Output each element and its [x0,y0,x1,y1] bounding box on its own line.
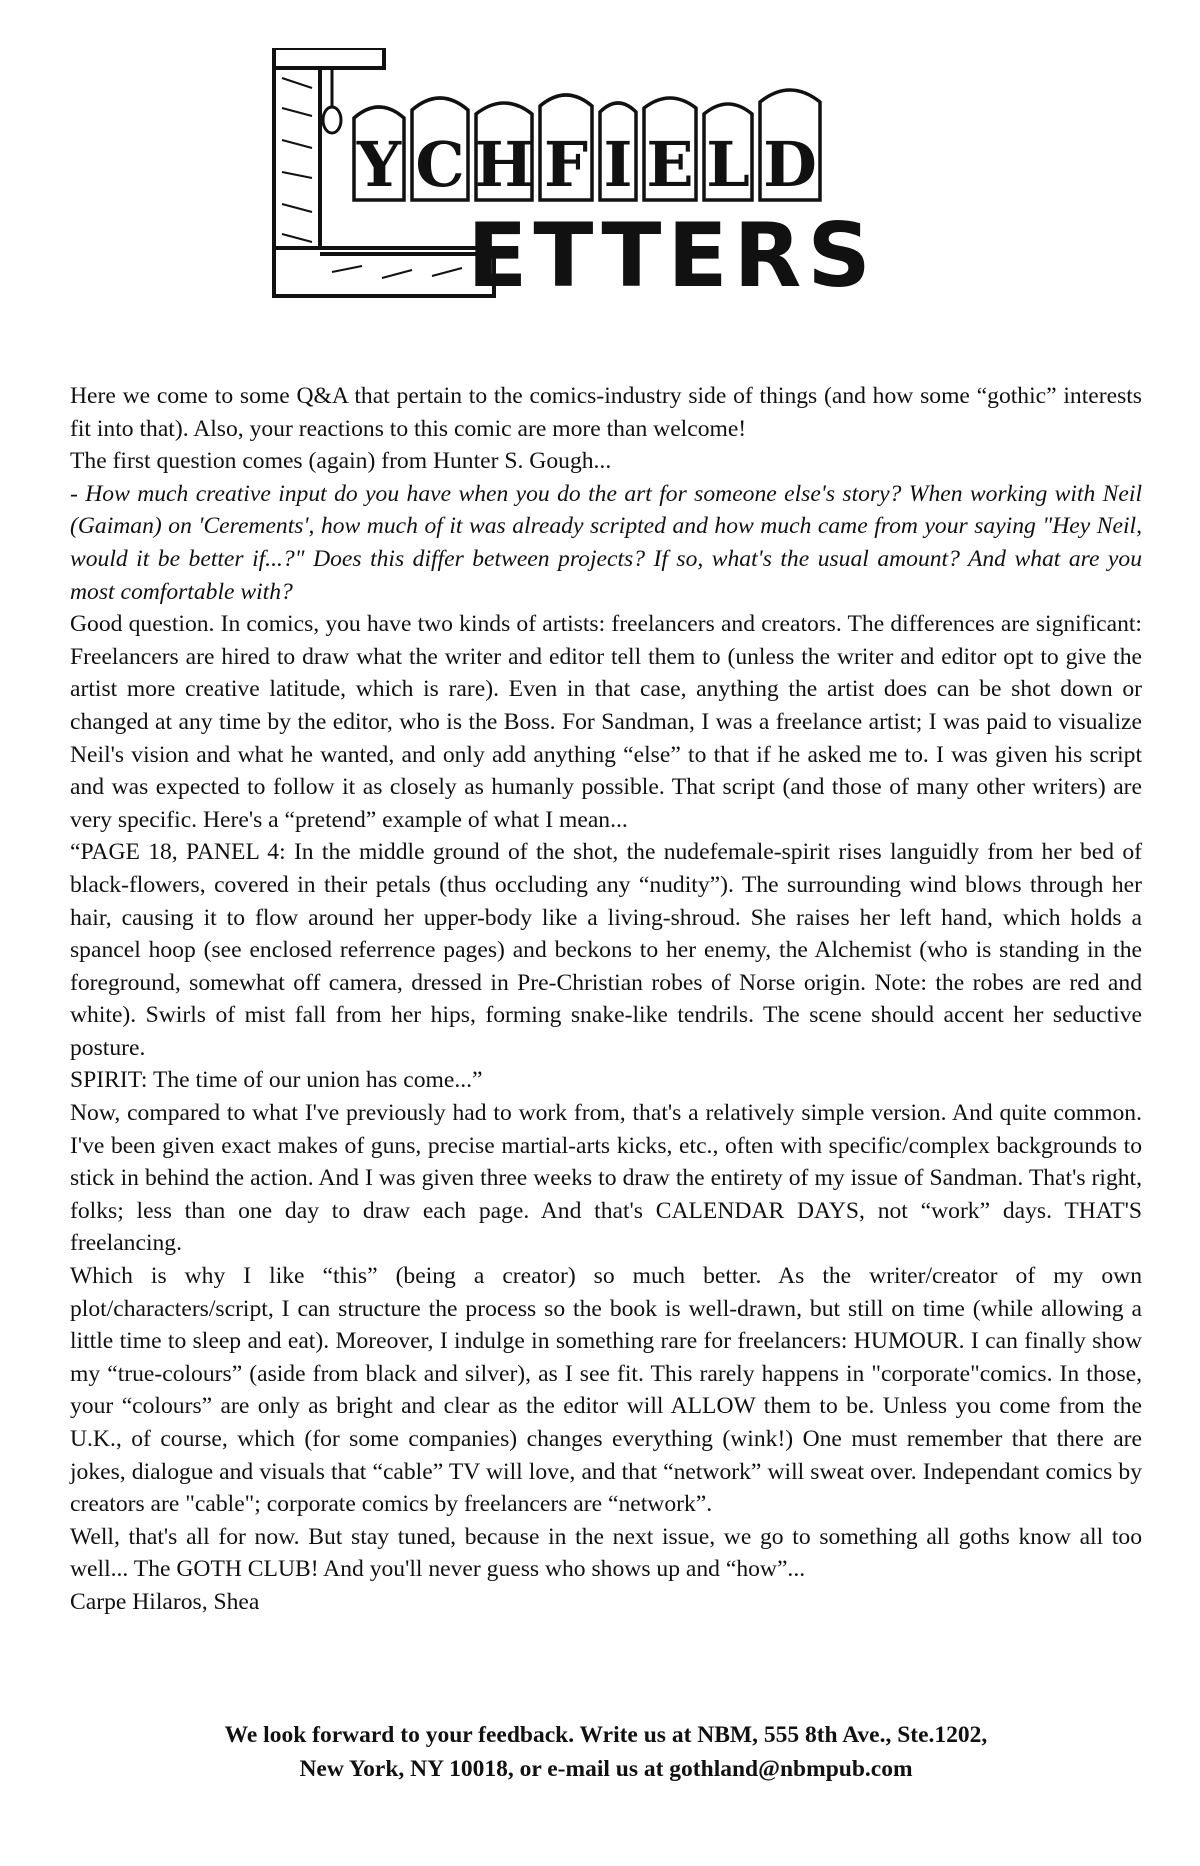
svg-text:C: C [415,128,465,201]
svg-text:D: D [763,128,817,201]
letter-paragraph: Which is why I like “this” (being a creator) so much better. As the writer/creator of my own plot/characters/script, I can structure the process so the book is well-drawn, but still on time (while allowing a little time to sleep and eat). Moreover, I indulge in something rare for freelancers: HUMOUR. I can finally show my “true-colours” (aside from black and silver), as I see fit. This rarely happens in "corporate"comics. In those, your “colours” are only as bright and clear as the editor will ALLOW them to be. Unless you come from the U.K., of course, which (for some companies) changes everything (wink!) One must remember that there are jokes, dialogue and visuals that “cable” TV will love, and that “network” will sweat over. Independant comics by creators are "cable"; corporate comics by freelancers are “network”. [70,1263,1142,1518]
svg-text:E: E [646,128,694,201]
letter-paragraph: SPIRIT: The time of our union has come...” [70,1067,483,1094]
svg-text:I: I [603,128,633,201]
contact-footer [70,1718,1142,1786]
svg-text:H: H [474,128,534,201]
letter-paragraph: Good question. In comics, you have two kinds of artists: freelancers and creators. The differences are significant: Freelancers are hired to draw what the writer and editor tell them to (unless the writer and editor opt to give the artist more creative latitude, which is rare). Even in that case, anything the artist does can be shot down or changed at any time by the editor, who is the Boss. For Sandman, I was a freelance artist; I was paid to visualize Neil's vision and what he wanted, and only add anything “else” to that if he asked me to. I was given his script and was expected to follow it as closely as humanly possible. That script (and those of many other writers) are very specific. Here's a “pretend” example of what I mean... [70,611,1142,833]
gallows-letter-logo [262,48,962,316]
svg-text:L: L [706,128,750,201]
contact-line-2: New York, NY 10018, or e-mail us at gothland@nbmpub.com [299,1756,913,1782]
svg-text:Y: Y [356,128,402,201]
letter-paragraph: Here we come to some Q&A that pertain to the comics-industry side of things (and how some “gothic” interests fit into that). Also, your reactions to this comic are more than welcome! [70,383,1142,442]
letter-paragraph: The first question comes (again) from Hunter S. Gough... [70,448,612,475]
svg-text:ETTERS: ETTERS [467,204,877,307]
title-top-letters [354,90,820,201]
letter-paragraph: “PAGE 18, PANEL 4: In the middle ground of the shot, the nudefemale-spirit rises languidly from her bed of black-flowers, covered in their petals (thus occluding any “nudity”). The surrounding wind blows through her hair, causing it to flow around her upper-body like a living-shroud. She raises her left hand, which holds a spancel hoop (see enclosed referrence pages) and beckons to her enemy, the Alchemist (who is standing in the foreground, somewhat off camera, dressed in Pre-Christian robes of Norse origin. Note: the robes are red and white). Swirls of mist fall from her hips, forming snake-like tendrils. The scene should accent her seductive posture. [70,839,1142,1061]
contact-line-1: We look forward to your feedback. Write us at NBM, 555 8th Ave., Ste.1202, [224,1722,988,1748]
letters-column [70,380,1142,1619]
masthead-logo [262,48,962,316]
letter-paragraph: Well, that's all for now. But stay tuned, because in the next issue, we go to something all goths know all too well... The GOTH CLUB! And you'll never guess who shows up and “how”... [70,1523,1142,1583]
letter-paragraph: Carpe Hilaros, Shea [70,1588,260,1615]
title-bottom-letters [467,204,876,307]
svg-text:F: F [543,128,589,201]
letter-paragraph: Now, compared to what I've previously had to work from, that's a relatively simple version. And quite common. I've been given exact makes of guns, precise martial-arts kicks, etc., often with specific/complex backgrounds to stick in behind the action. And I was given three weeks to draw the entirety of my issue of Sandman. That's right, folks; less than one day to draw each page. And that's CALENDAR DAYS, not “work” days. THAT'S freelancing. [70,1100,1142,1257]
letter-paragraph: - How much creative input do you have when you do the art for someone else's story? When working with Neil (Gaiman) on 'Cerements', how much of it was already scripted and how much came from your saying "Hey Neil, would it be better if...?" Does this differ between projects? If so, what's the usual amount? And what are you most comfortable with? [70,480,1142,605]
